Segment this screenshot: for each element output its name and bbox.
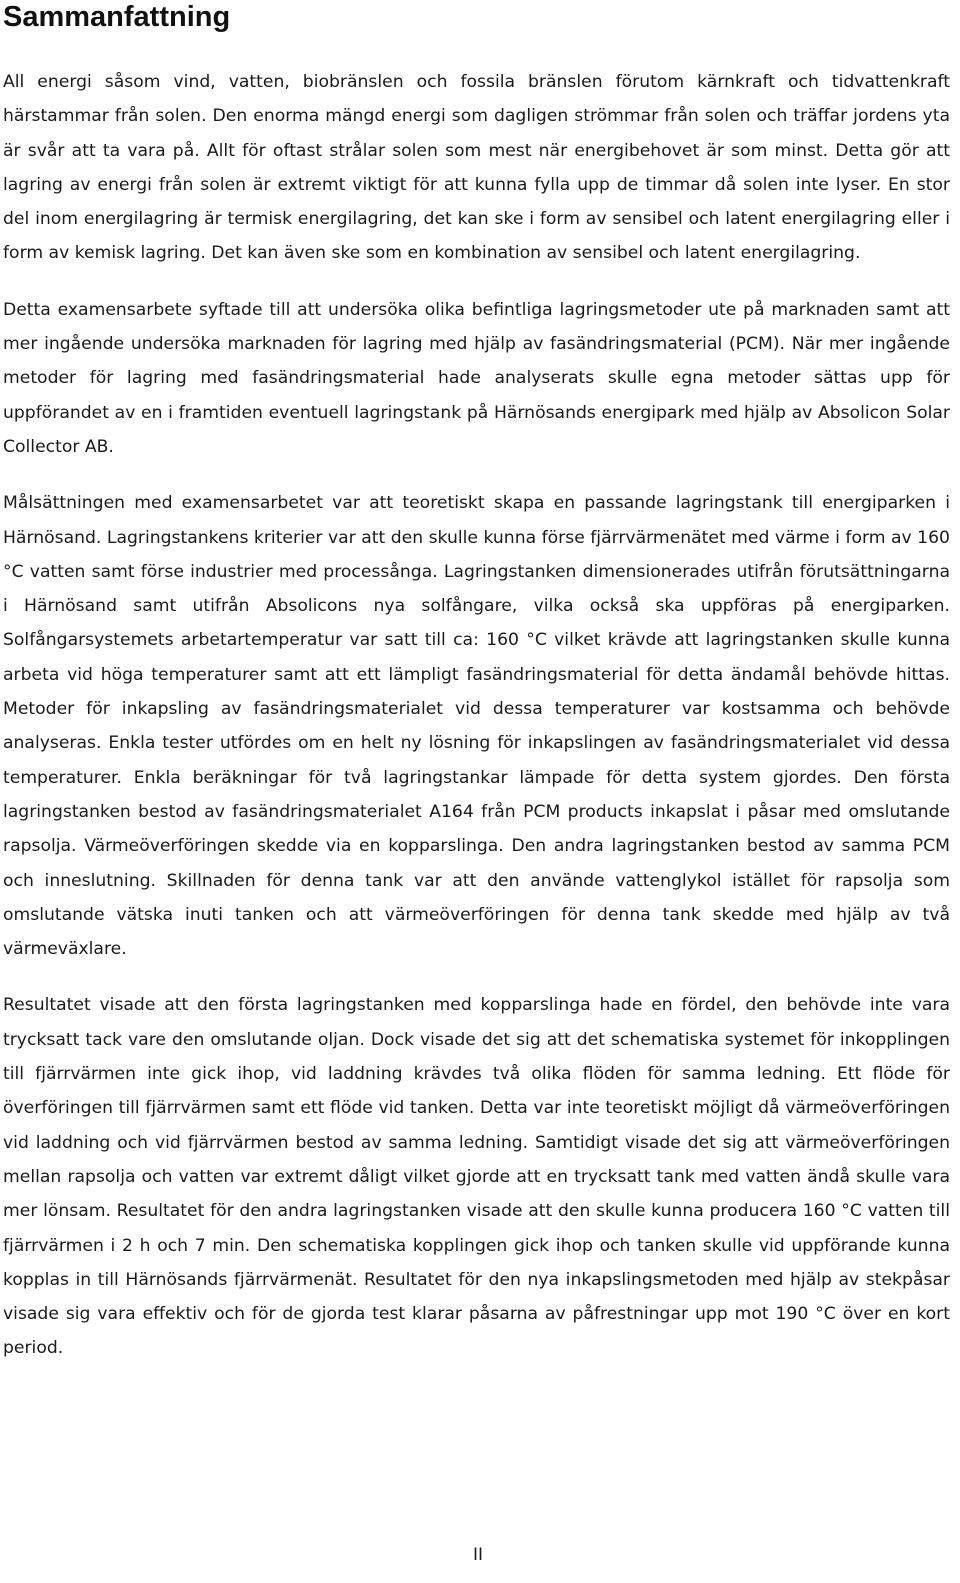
paragraph-goal-method: Målsättningen med examensarbetet var att teoretiskt skapa en passande lagringstank till energiparken i Härnösand. Lagringstankens kriterier var att den skulle kunna förse fjärrvärmenätet med värme i form av 160 °C vatten samt förse industrier med processånga. Lagringstanken dimensionerades utifrån förutsättningarna i Härnösand samt utifrån Absolicons nya solfångare, vilka också ska uppföras på energiparken. Solfångarsystemets arbetartemperatur var satt till ca: 160 °C vilket krävde att lagringstanken skulle kunna arbeta vid höga temperaturer samt att ett lämpligt fasändringsmaterial för detta ändamål behövde hittas. Metoder för inkapsling av fasändringsmaterialet vid dessa temperaturer var kostsamma och behövde analyseras. Enkla tester utfördes om en helt ny lösning för inkapslingen av fasändringsmaterialet vid dessa temperaturer. Enkla beräkningar för två lagringstankar lämpade för detta system gjordes. Den första lagringstanken bestod av fasändringsmaterialet A164 från PCM products inkapslat i påsar med omslutande rapsolja. Värmeöverföringen skedde via en kopparslinga. Den andra lagringstanken bestod av samma PCM och inneslutning. Skillnaden för denna tank var att den använde vattenglykol istället för rapsolja som omslutande vätska inuti tanken och att värmeöverföringen för denna tank skedde med hjälp av två värmeväxlare. bbox=[3, 493, 950, 960]
page-number: II bbox=[472, 1545, 484, 1565]
document-page bbox=[3, 0, 950, 1366]
paragraph-purpose: Detta examensarbete syftade till att undersöka olika befintliga lagringsmetoder ute på marknaden samt att mer ingående undersöka marknaden för lagring med hjälp av fasändringsmaterial (PCM). När mer ingående metoder för lagring med fasändringsmaterial hade analyserats skulle egna metoder sättas upp för uppförandet av en i framtiden eventuell lagringstank på Härnösands energipark med hjälp av Absolicon Solar Collector AB. bbox=[3, 299, 950, 457]
page-title: Sammanfattning bbox=[3, 1, 231, 33]
paragraph-intro: All energi såsom vind, vatten, biobränslen och fossila bränslen förutom kärnkraft och tidvattenkraft härstammar från solen. Den enorma mängd energi som dagligen strömmar från solen och träffar jordens yta är svår att ta vara på. Allt för oftast strålar solen som mest när energibehovet är som minst. Detta gör att lagring av energi från solen är extremt viktigt för att kunna fylla upp de timmar då solen inte lyser. En stor del inom energilagring är termisk energilagring, det kan ske i form av sensibel och latent energilagring eller i form av kemisk lagring. Det kan även ske som en kombination av sensibel och latent energilagring. bbox=[3, 72, 950, 264]
paragraph-results: Resultatet visade att den första lagringstanken med kopparslinga hade en fördel, den behövde inte vara trycksatt tack vare den omslutande oljan. Dock visade det sig att det schematiska systemet för inkopplingen till fjärrvärmen inte gick ihop, vid laddning krävdes två olika flöden för samma ledning. Ett flöde för överföringen till fjärrvärmen samt ett flöde vid tanken. Detta var inte teoretiskt möjligt då värmeöverföringen vid laddning och vid fjärrvärmen bestod av samma ledning. Samtidigt visade det sig att värmeöverföringen mellan rapsolja och vatten var extremt dåligt vilket gjorde att en trycksatt tank med vatten ändå skulle vara mer lönsam. Resultatet för den andra lagringstanken visade att den skulle kunna producera 160 °C vatten till fjärrvärmen i 2 h och 7 min. Den schematiska kopplingen gick ihop och tanken skulle vid uppförande kunna kopplas in till Härnösands fjärrvärmenät. Resultatet för den nya inkapslingsmetoden med hjälp av stekpåsar visade sig vara effektiv och för de gjorda test klarar påsarna av påfrestningar upp mot 190 °C över en kort period. bbox=[3, 995, 950, 1359]
